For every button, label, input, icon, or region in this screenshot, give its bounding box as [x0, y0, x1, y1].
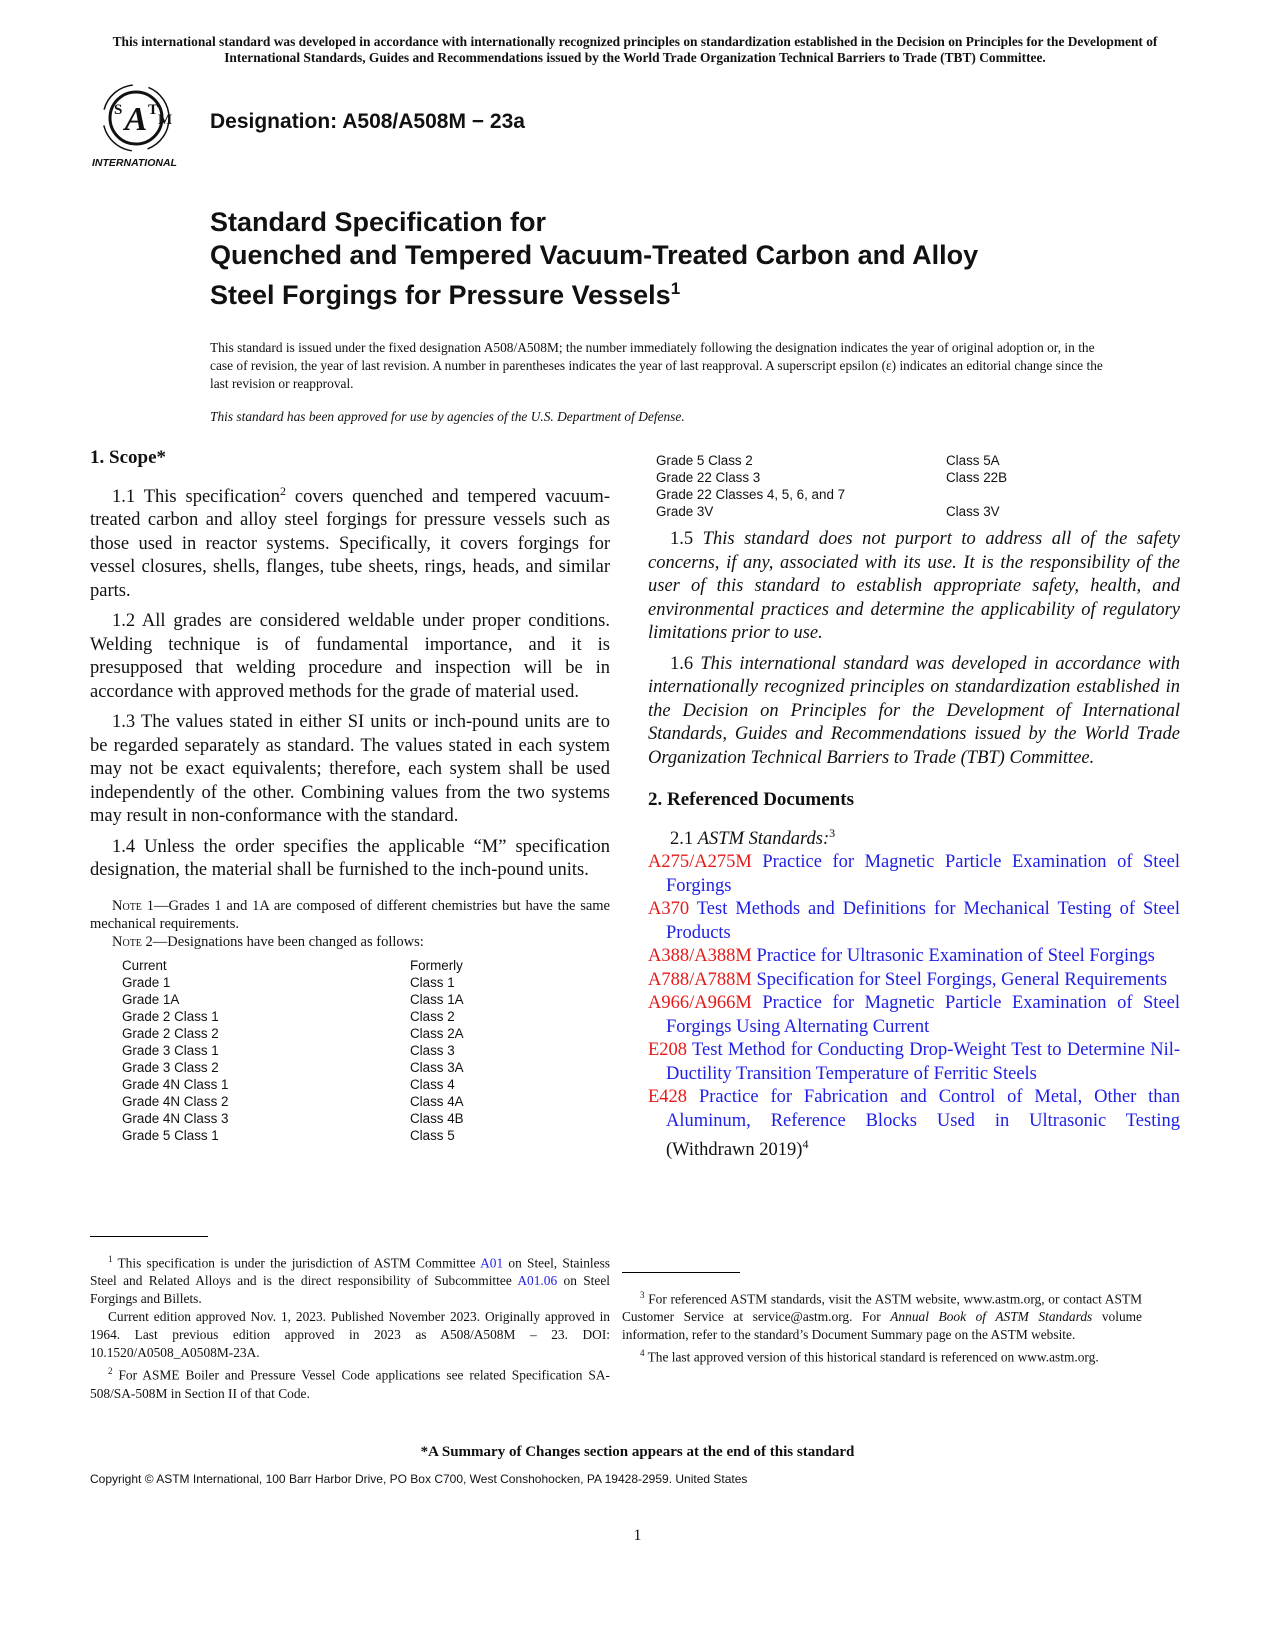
svg-text:M: M: [158, 112, 173, 128]
para-1-5: 1.5 This standard does not purport to address all of the safety concerns, if any, associated with its use. It is the responsibility of the user of this standard to establish appropriate safety, health, and environmental practices and determine the applicability of regulatory limitations prior to use.: [648, 529, 1181, 643]
svg-text:A: A: [124, 101, 148, 138]
committee-a01-link[interactable]: A01: [480, 1255, 504, 1271]
designation-table-continued: [656, 452, 1007, 520]
references-intro: 2.1 ASTM Standards:$^3$: [670, 825, 836, 849]
table-header-current: Current: [122, 957, 167, 973]
logo-text: INTERNATIONAL: [92, 157, 177, 169]
table-row: Grade 4N Class 1 Class 4: [122, 1076, 455, 1092]
reference-a388[interactable]: A388/A388M Practice for Ultrasonic Examination of Steel Forgings: [648, 946, 1155, 967]
reference-e208[interactable]: E208 Test Method for Conducting Drop-Weight Test to Determine Nil-Ductility Transition Temperature of Ferritic Steels: [648, 1040, 1181, 1084]
table-row: Grade 1A Class 1A: [122, 991, 464, 1007]
table-row: Grade 2 Class 1 Class 2: [122, 1008, 455, 1024]
table-row: Grade 4N Class 3 Class 4B: [122, 1110, 464, 1126]
reference-a788[interactable]: A788/A788M Specification for Steel Forgings, General Requirements: [648, 969, 1168, 990]
footnote-2: $^2$ For ASME Boiler and Pressure Vessel Code applications see related Specification SA-508/SA-508M in Section II of that Code.: [90, 1366, 610, 1401]
note-1: Note 1—Grades 1 and 1A are composed of different chemistries but have the same mechanical requirements.: [90, 897, 610, 932]
reference-a275[interactable]: A275/A275M Practice for Magnetic Particle Examination of Steel Forgings: [648, 852, 1181, 896]
astm-logo: [92, 84, 192, 174]
table-row: Grade 3 Class 2 Class 3A: [122, 1059, 464, 1075]
left-column: [90, 446, 610, 1144]
right-column: [648, 452, 1180, 1163]
copyright: Copyright © ASTM International, 100 Barr Harbor Drive, PO Box C700, West Conshohocken, PA 19428-2959. United States: [90, 1472, 748, 1486]
designation-table: [122, 957, 464, 1144]
title-footnote-mark: 1: [670, 279, 681, 298]
footnote-3: $^3$ For referenced ASTM standards, visit the ASTM website, www.astm.org, or contact ASTM Customer Service at service@astm.org. For Annual Book of ASTM Standards volume information, refer to the standard’s Document Summary page on the ASTM website.: [622, 1290, 1142, 1343]
subcommittee-a01-06-link[interactable]: A01.06: [517, 1273, 558, 1289]
table-row: Grade 4N Class 2 Class 4A: [122, 1093, 464, 1109]
footnote-rule-left: [90, 1236, 208, 1237]
table-row: Grade 1 Class 1: [122, 974, 455, 990]
footnote-4: $^4$ The last approved version of this historical standard is referenced on www.astm.org.: [640, 1348, 1099, 1365]
dod-note: This standard has been approved for use by agencies of the U.S. Department of Defense.: [210, 409, 685, 424]
reference-a966[interactable]: A966/A966M Practice for Magnetic Particle Examination of Steel Forgings Using Alternating Current: [648, 993, 1181, 1037]
table-row: Grade 22 Class 3 Class 22B: [656, 470, 1008, 485]
table-row: Grade 2 Class 2 Class 2A: [122, 1025, 464, 1041]
footnote-1: $^1$ This specification is under the jurisdiction of ASTM Committee A01 on Steel, Stainless Steel and Related Alloys and is the direct responsibility of Subcommittee A01.06 on Steel Forgings and Billets.: [90, 1254, 610, 1307]
page-title: [210, 206, 1110, 312]
title-line-2: Quenched and Tempered Vacuum-Treated Carbon and Alloy: [210, 240, 979, 270]
note-2: Note 2—Designations have been changed as follows:: [112, 933, 424, 950]
table-row: Grade 3 Class 1 Class 3: [122, 1042, 455, 1058]
scope-heading: 1. Scope*: [90, 447, 166, 468]
references-heading: 2. Referenced Documents: [648, 789, 854, 810]
table-header-formerly: Formerly: [410, 957, 463, 973]
table-row: Grade 5 Class 1 Class 5: [122, 1127, 455, 1143]
edition-note: Current edition approved Nov. 1, 2023. Published November 2023. Originally approved in 1964. Last previous edition approved in 2023 as A508/A508M – 23. DOI: 10.1520/A0508_A0508M-23A.: [90, 1309, 610, 1361]
table-row: Grade 3V Class 3V: [656, 504, 1000, 519]
svg-text:T: T: [148, 102, 159, 118]
summary-of-changes-note: *A Summary of Changes section appears at the end of this standard: [420, 1444, 855, 1460]
table-row: Grade 5 Class 2 Class 5A: [656, 453, 1000, 468]
svg-text:S: S: [114, 102, 123, 118]
title-line-3: Steel Forgings for Pressure Vessels: [210, 280, 671, 310]
designation: Designation: A508/A508M − 23a: [210, 110, 525, 133]
para-1-1: 1.1 This specification$^2$ covers quenched and tempered vacuum-treated carbon and alloy steel forgings for pressure vessels such as those used in reactor systems. Specifically, it covers forgings for vessel closures, shells, flanges, tube sheets, rings, heads, and similar parts.: [90, 483, 610, 601]
issue-note: This standard is issued under the fixed designation A508/A508M; the number immediately following the designation indicates the year of original adoption or, in the case of revision, the year of last revision. A number in parentheses indicates the year of last reapproval. A superscript epsilon (ε) indicates an editorial change since the last revision or reapproval.: [210, 340, 1103, 391]
footnotes-right: [622, 1286, 1142, 1367]
reference-e428[interactable]: E428 Practice for Fabrication and Control of Metal, Other than Aluminum, Reference Blocks Used in Ultrasonic Testing (Withdrawn 2019)$^4$: [648, 1087, 1180, 1161]
title-line-1: Standard Specification for: [210, 207, 547, 237]
reference-a370[interactable]: A370 Test Methods and Definitions for Mechanical Testing of Steel Products: [648, 899, 1180, 943]
table-row: Grade 22 Classes 4, 5, 6, and 7: [656, 487, 846, 502]
para-1-4: 1.4 Unless the order specifies the applicable “M” specification designation, the material shall be furnished to the inch-pound units.: [90, 836, 610, 881]
page-number: 1: [633, 1527, 642, 1544]
para-1-6: 1.6 This international standard was developed in accordance with internationally recognized principles on standardization established in the Decision on Principles for the Development of International Standards, Guides and Recommendations issued by the World Trade Organization Technical Barriers to Trade (TBT) Committee.: [648, 653, 1181, 768]
footnotes-left: [90, 1250, 610, 1403]
footnote-rule-right: [622, 1272, 740, 1273]
top-notice: This international standard was developed in accordance with internationally recognized principles on standardization established in the Decision on Principles for the Development of International Standards, Guides and Recommendations issued by the World Trade Organization Technical Barriers to Trade (TBT) Committee.: [112, 34, 1158, 65]
para-1-2: 1.2 All grades are considered weldable under proper conditions. Welding technique is of fundamental importance, and it is presupposed that welding procedure and inspection will be in accordance with approved methods for the grade of material used.: [90, 611, 610, 702]
para-1-3: 1.3 The values stated in either SI units or inch-pound units are to be regarded separately as standard. The values stated in each system may not be exact equivalents; therefore, each system shall be used independently of the other. Combining values from the two systems may result in non-conformance with the standard.: [90, 712, 610, 827]
